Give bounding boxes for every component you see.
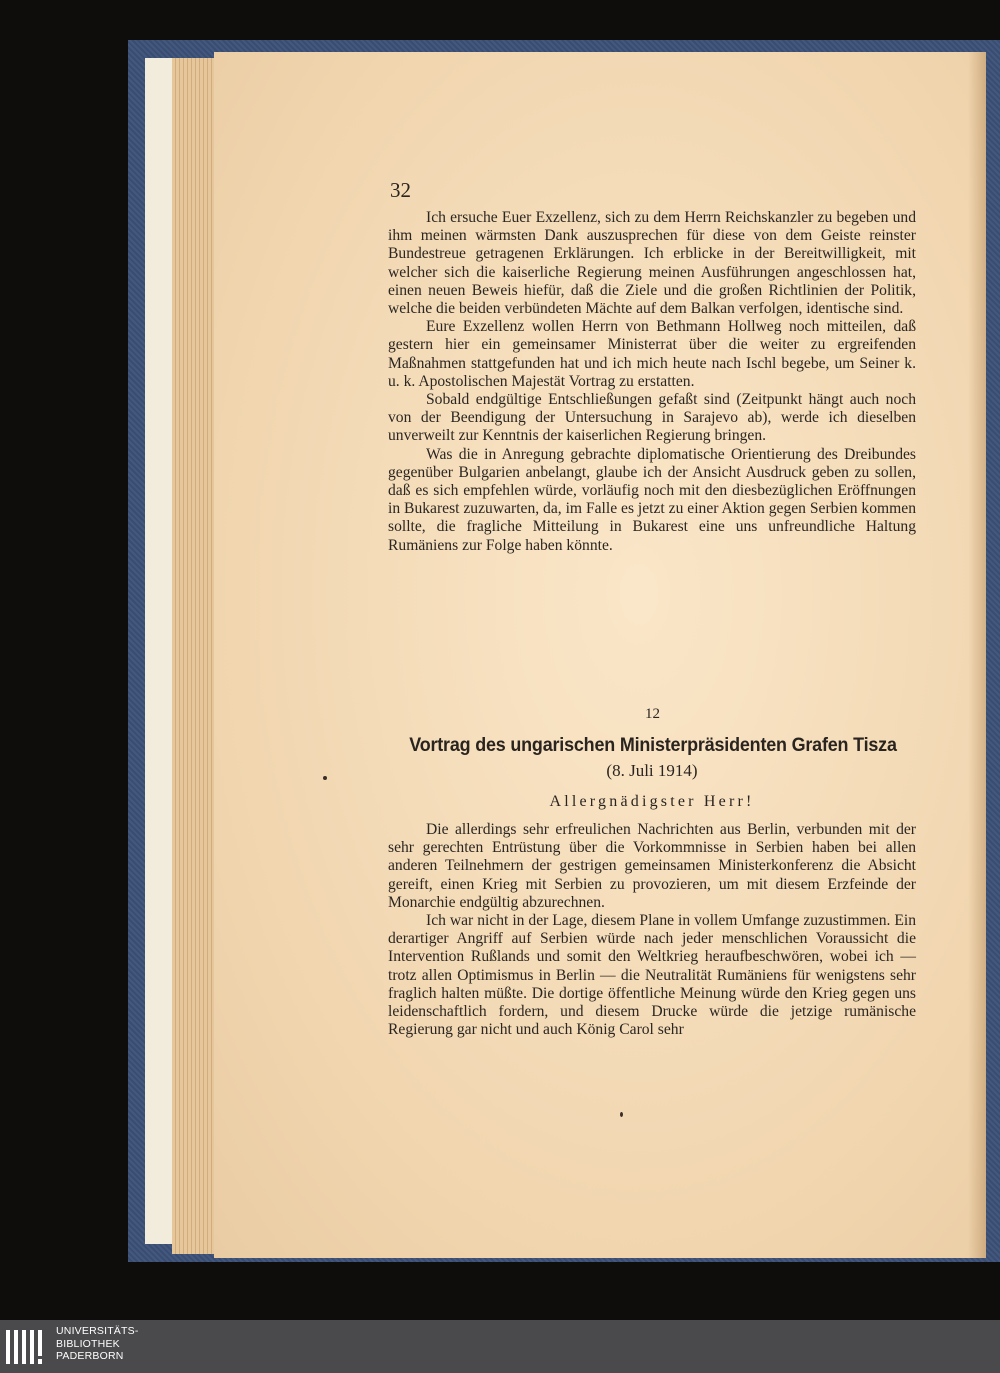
- paragraph: Ich war nicht in der Lage, diesem Plane in vollem Umfange zuzustimmen. Ein derartiger Angriff auf Serbien würde nach jeder menschlichen Voraussicht die Intervention Rußlands und somit den Weltkrieg heraufbeschwören, wobei ich — trotz allen Optimismus in Berlin — die Neutralität Rumäniens für wenigstens sehr fraglich halten müßte. Die dortige öffentliche Meinung würde den Krieg gegen uns leidenschaftlich fordern, und diesem Drucke würde die jetzige rumänische Regierung gar nicht und auch König Carol sehr: [388, 912, 916, 1039]
- text-block-bottom: [388, 821, 916, 1039]
- document-number: 12: [645, 706, 660, 722]
- page-number: 32: [390, 178, 411, 202]
- page-stack-edges: [172, 58, 220, 1254]
- footer-bar: [0, 1320, 1000, 1373]
- paragraph: Die allerdings sehr erfreulichen Nachrichten aus Berlin, verbunden mit der sehr gerechten Entrüstung über die Vorkommnisse in Serbien haben bei allen anderen Teilnehmern der gestrigen gemeinsamen Ministerkonferenz die Absicht gereift, einen Krieg mit Serbien zu provozieren, um mit diesem Erzfeinde der Monarchie endgültig abzurechnen.: [388, 821, 916, 911]
- paragraph: Was die in Anregung gebrachte diplomatische Orientierung des Dreibundes gegenüber Bulgarien anbelangt, glaube ich der Ansicht Ausdruck geben zu sollen, daß es sich empfehlen würde, vorläufig noch mit den diesbezüglichen Eröffnungen in Bukarest zuzuwarten, da, im Falle es jetzt zu einer Aktion gegen Serbien kommen sollte, die fragliche Mitteilung in Bukarest eine uns unfreundliche Haltung Rumäniens zur Folge haben könnte.: [388, 445, 916, 554]
- paragraph: Sobald endgültige Entschließungen gefaßt sind (Zeitpunkt hängt auch noch von der Beendigung der Untersuchung in Sarajevo ab), werde ich dieselben unverweilt zur Kenntnis der kaiserlichen Regierung bringen.: [388, 391, 916, 445]
- page-gutter-shadow: [968, 52, 986, 1258]
- text-block-top: [388, 209, 916, 555]
- library-name: [56, 1325, 139, 1363]
- document-title: Vortrag des ungarischen Ministerpräsidenten Grafen Tisza: [409, 734, 897, 756]
- library-name-line: UNIVERSITÄTS-: [56, 1325, 139, 1337]
- paragraph: Eure Exzellenz wollen Herrn von Bethmann Hollweg noch mitteilen, daß gestern hier ein gemeinsamer Ministerrat über die weiter zu ergreifenden Maßnahmen stattgefunden hat und ich mich heute nach Ischl begebe, um Seiner k. u. k. Apostolischen Majestät Vortrag zu erstatten.: [388, 318, 916, 390]
- university-library-logo-icon: [6, 1326, 50, 1368]
- cover-inner-edge: [145, 58, 175, 1244]
- page-speck: [620, 1112, 623, 1117]
- page-speck: [323, 776, 327, 780]
- library-name-line: PADERBORN: [56, 1350, 124, 1362]
- library-name-line: BIBLIOTHEK: [56, 1337, 120, 1350]
- paragraph: Ich ersuche Euer Exzellenz, sich zu dem Herrn Reichskanzler zu begeben und ihm meinen wärmsten Dank auszusprechen für diese von dem Geiste reinster Bundestreue getragenen Erklärungen. Ich erblicke in der Bereitwilligkeit, mit welcher sich die kaiserliche Regierung meinen Ausführungen angeschlossen hat, einen neuen Beweis hiefür, daß die Ziele und die großen Richtlinien der Politik, welche die beiden verbündeten Mächte auf dem Balkan verfolgen, identische sind.: [388, 209, 916, 318]
- document-date: (8. Juli 1914): [606, 761, 698, 780]
- salutation: Allergnädigster Herr!: [549, 793, 755, 810]
